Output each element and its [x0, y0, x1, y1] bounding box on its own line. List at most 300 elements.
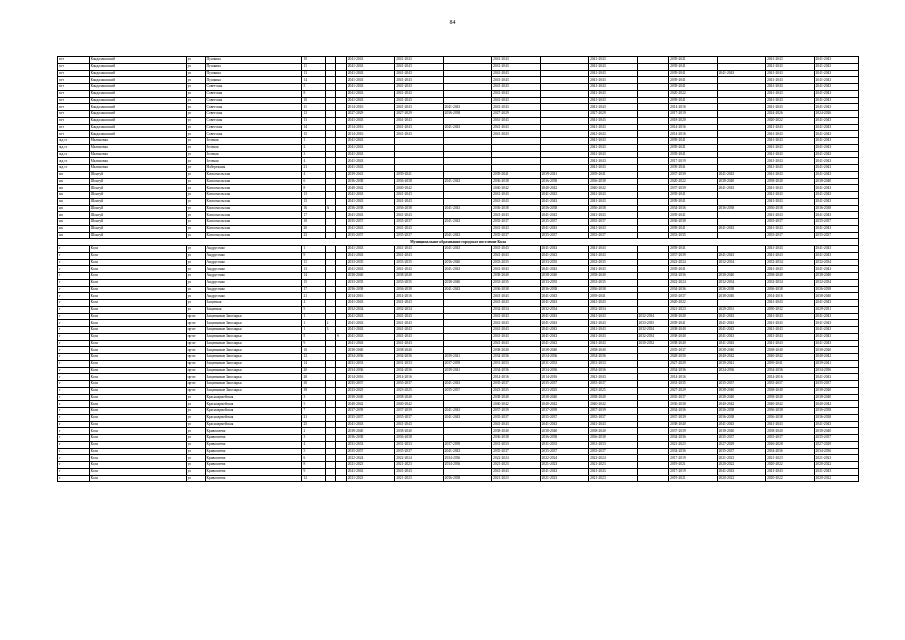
table-row — [58, 151, 859, 158]
table-cell: 2032-2034 — [766, 259, 814, 266]
table-cell: 2040-2042 — [589, 185, 637, 192]
table-cell: Шонгуй — [89, 178, 186, 185]
table-cell: 2034-2036 — [669, 286, 717, 293]
table-cell: 2041-2043 — [492, 252, 540, 259]
table-cell — [637, 111, 669, 118]
table-cell: 7 — [302, 408, 325, 415]
table-cell: 8 — [302, 90, 325, 97]
table-cell: 2022-2024 — [346, 455, 394, 462]
table-cell: 8 — [302, 462, 325, 469]
table-cell: 3 — [302, 151, 325, 158]
table-row — [58, 70, 859, 77]
table-cell: г — [58, 414, 90, 421]
table-cell: Малиновка — [89, 158, 186, 165]
table-cell: 5 — [302, 448, 325, 455]
table-cell: г — [58, 421, 90, 428]
table-cell: 2041-2043 — [766, 327, 814, 334]
table-cell: Кола — [89, 340, 186, 347]
table-cell: 2039-2041 — [669, 320, 717, 327]
table-cell: 2041-2043 — [492, 90, 540, 97]
table-cell: 2032-2034 — [814, 259, 858, 266]
table-cell — [336, 327, 347, 334]
table-cell — [717, 111, 765, 118]
table-cell — [637, 441, 669, 448]
table-cell: 2033-2035 — [637, 320, 669, 327]
table-row — [58, 374, 859, 381]
table-cell: 2041-2043 — [589, 212, 637, 219]
table-cell: 2036-2038 — [766, 205, 814, 212]
table-cell: 2041-2043 — [395, 421, 443, 428]
table-cell — [336, 408, 347, 415]
table-cell: ул — [186, 306, 205, 313]
table-cell: 2041-2043 — [395, 468, 443, 475]
table-cell: 2035-2037 — [492, 414, 540, 421]
table-cell: 2038-2040 — [492, 347, 540, 354]
table-cell: 2041-2043 — [717, 333, 765, 340]
table-cell: г — [58, 448, 90, 455]
table-cell: 2018-2020 — [669, 117, 717, 124]
table-cell: 2041-2043 — [589, 421, 637, 428]
table-cell — [492, 165, 540, 172]
table-cell — [637, 63, 669, 70]
table-cell: Комсомольская — [205, 232, 302, 239]
table-cell: 14 — [302, 360, 325, 367]
table-cell — [717, 138, 765, 145]
table-cell: 2041-2043 — [814, 313, 858, 320]
table-row — [58, 394, 859, 401]
table-cell: 2041-2043 — [492, 63, 540, 70]
table-cell — [325, 138, 336, 145]
table-cell — [637, 293, 669, 300]
table-cell: 2039-2041 — [492, 171, 540, 178]
table-cell: 2021-2023 — [492, 462, 540, 469]
table-row — [58, 421, 859, 428]
table-cell: пр-кт — [186, 333, 205, 340]
table-cell: Защитная — [205, 300, 302, 307]
table-cell — [540, 144, 588, 151]
table-cell: г — [58, 320, 90, 327]
table-cell: 2036-2038 — [589, 178, 637, 185]
table-cell: 2035-2037 — [766, 381, 814, 388]
table-cell: 2034-2036 — [443, 455, 491, 462]
table-cell: 2033-2035 — [589, 259, 637, 266]
table-cell: 20 — [302, 367, 325, 374]
table-cell — [336, 381, 347, 388]
table-cell: 2041-2043 — [589, 300, 637, 307]
table-cell: Шонгуй — [89, 219, 186, 226]
table-row — [58, 347, 859, 354]
table-cell: Андрусенко — [205, 273, 302, 280]
table-cell: 2039-2041 — [443, 367, 491, 374]
table-cell: ул — [186, 171, 205, 178]
table-cell — [540, 57, 588, 64]
table-cell: 12 — [302, 475, 325, 482]
table-cell — [443, 158, 491, 165]
table-cell — [540, 90, 588, 97]
table-cell: г — [58, 279, 90, 286]
table-cell: 2041-2043 — [492, 97, 540, 104]
table-cell: 3 — [302, 435, 325, 442]
table-cell: Кандалакшский — [89, 77, 186, 84]
table-cell: ул — [186, 279, 205, 286]
table-cell: 2014-2016 — [395, 293, 443, 300]
table-cell: 2041-2043 — [589, 138, 637, 145]
table-cell — [325, 212, 336, 219]
table-cell: 2027-2029 — [669, 387, 717, 394]
table-cell — [443, 70, 491, 77]
table-cell: 2020-2022 — [766, 475, 814, 482]
table-row — [58, 354, 859, 361]
table-cell: 2041-2043 — [814, 84, 858, 91]
table-row — [58, 57, 859, 64]
table-cell: Зеленая — [205, 151, 302, 158]
table-cell: 2038-2040 — [814, 387, 858, 394]
table-cell: 2036-2038 — [814, 414, 858, 421]
table-cell: Комсомольская — [205, 185, 302, 192]
table-cell: ул — [186, 117, 205, 124]
table-cell: 2033-2035 — [669, 232, 717, 239]
table-cell: 21 — [302, 165, 325, 172]
table-cell: Кола — [89, 428, 186, 435]
table-cell — [540, 111, 588, 118]
table-cell: 4 — [302, 300, 325, 307]
table-cell: 2041-2043 — [766, 158, 814, 165]
table-cell: 2041-2043 — [395, 246, 443, 253]
table-cell: 2039-2041 — [669, 192, 717, 199]
table-cell: 2035-2037 — [589, 448, 637, 455]
table-cell: 2038-2040 — [669, 313, 717, 320]
table-cell: 2034-2036 — [766, 448, 814, 455]
table-cell: Шонгуй — [89, 212, 186, 219]
table-cell: Андрусенко — [205, 252, 302, 259]
table-cell: 2041-2043 — [346, 266, 394, 273]
table-cell: 2038-2040 — [669, 327, 717, 334]
table-cell — [637, 77, 669, 84]
table-cell: 2038-2040 — [540, 394, 588, 401]
table-row — [58, 327, 859, 334]
table-cell: 2041-2043 — [346, 212, 394, 219]
table-cell: 2041-2043 — [346, 225, 394, 232]
table-cell — [717, 165, 765, 172]
table-row — [58, 441, 859, 448]
table-cell: ул — [186, 185, 205, 192]
table-cell: 2041-2043 — [540, 313, 588, 320]
table-cell — [717, 84, 765, 91]
table-cell: 2036-2038 — [346, 286, 394, 293]
table-cell — [443, 90, 491, 97]
table-cell: 2041-2043 — [395, 340, 443, 347]
table-cell — [637, 144, 669, 151]
table-cell: 2035-2037 — [346, 448, 394, 455]
table-cell: 2031-2033 — [540, 360, 588, 367]
table-cell: Комсомольская — [205, 212, 302, 219]
table-cell: 2041-2043 — [395, 333, 443, 340]
table-cell — [540, 97, 588, 104]
table-cell — [395, 165, 443, 172]
table-cell: 2034-2036 — [492, 367, 540, 374]
table-cell — [540, 117, 588, 124]
table-cell: 2020-2022 — [669, 300, 717, 307]
table-cell — [637, 259, 669, 266]
table-cell — [325, 252, 336, 259]
table-cell — [443, 84, 491, 91]
table-cell: 2021-2023 — [540, 475, 588, 482]
table-cell — [325, 266, 336, 273]
table-cell: ул — [186, 300, 205, 307]
table-cell: Малиновка — [89, 165, 186, 172]
table-cell: 2041-2043 — [766, 138, 814, 145]
table-cell: 2041-2043 — [492, 77, 540, 84]
table-cell: 2041-2043 — [395, 192, 443, 199]
table-cell — [336, 144, 347, 151]
table-cell: 6 — [302, 178, 325, 185]
table-cell: 2034-2036 — [395, 367, 443, 374]
table-cell — [325, 70, 336, 77]
table-cell: Советская — [205, 124, 302, 131]
table-cell: нп — [58, 178, 90, 185]
table-cell: Защитников Заполярья — [205, 320, 302, 327]
table-cell: 2040-2042 — [766, 354, 814, 361]
table-cell: 2041-2043 — [717, 421, 765, 428]
table-cell: 2032-2034 — [717, 259, 765, 266]
table-cell: 2039-2041 — [669, 151, 717, 158]
table-cell: 2038-2040 — [540, 273, 588, 280]
table-cell: 2020-2022 — [717, 462, 765, 469]
table-cell: ул — [186, 246, 205, 253]
table-cell: Кола — [89, 286, 186, 293]
table-cell — [443, 63, 491, 70]
table-cell: ул — [186, 232, 205, 239]
table-cell: 2041-2043 — [717, 185, 765, 192]
table-cell: 2041-2043 — [589, 57, 637, 64]
table-cell: 2038-2040 — [540, 428, 588, 435]
table-cell — [325, 293, 336, 300]
table-cell — [717, 192, 765, 199]
table-cell: 2041-2043 — [766, 198, 814, 205]
table-cell — [443, 333, 491, 340]
table-cell: 2037-2039 — [395, 408, 443, 415]
table-cell: Кола — [89, 246, 186, 253]
table-cell — [717, 104, 765, 111]
table-row — [58, 340, 859, 347]
table-row — [58, 90, 859, 97]
table-cell: 2041-2043 — [766, 165, 814, 172]
table-row — [58, 333, 859, 340]
table-cell: 2041-2043 — [443, 408, 491, 415]
table-cell: 2041-2043 — [766, 212, 814, 219]
table-cell: Кола — [89, 266, 186, 273]
table-cell — [336, 124, 347, 131]
table-cell: ул — [186, 138, 205, 145]
table-cell — [637, 124, 669, 131]
table-cell: ул — [186, 273, 205, 280]
table-row — [58, 320, 859, 327]
table-cell: 2041-2043 — [443, 448, 491, 455]
table-cell: 2041-2043 — [346, 300, 394, 307]
table-cell: 2035-2037 — [492, 381, 540, 388]
table-cell: Пушкина — [205, 77, 302, 84]
table-cell: 2036-2038 — [589, 286, 637, 293]
table-row — [58, 252, 859, 259]
table-cell: 2040-2042 — [540, 185, 588, 192]
table-cell — [443, 293, 491, 300]
table-cell: 2022-2024 — [589, 455, 637, 462]
table-cell: 2041-2043 — [814, 63, 858, 70]
table-cell — [637, 90, 669, 97]
table-cell — [336, 205, 347, 212]
table-cell: г — [58, 286, 90, 293]
table-cell: 2017-2019 — [669, 455, 717, 462]
table-cell: 2034-2036 — [669, 448, 717, 455]
table-cell: 2035-2037 — [814, 381, 858, 388]
table-cell: 2041-2043 — [814, 97, 858, 104]
table-cell: 2041-2043 — [814, 131, 858, 138]
table-cell: 2041-2043 — [814, 198, 858, 205]
table-cell: 2038-2040 — [814, 293, 858, 300]
table-cell: 2041-2043 — [492, 104, 540, 111]
table-cell: 2038-2040 — [766, 347, 814, 354]
table-cell: 2041-2043 — [589, 340, 637, 347]
table-cell: г — [58, 394, 90, 401]
table-cell: 3 — [325, 327, 336, 334]
table-cell: г — [58, 408, 90, 415]
table-cell: 2038-2040 — [814, 273, 858, 280]
table-cell: 2041-2043 — [443, 205, 491, 212]
table-cell: 2040-2042 — [814, 354, 858, 361]
table-cell: 2036-2038 — [766, 286, 814, 293]
table-cell: г — [58, 313, 90, 320]
table-cell: 2041-2043 — [540, 198, 588, 205]
table-cell: Малиновка — [89, 138, 186, 145]
table-cell: 2034-2036 — [540, 354, 588, 361]
table-cell: 2041-2043 — [766, 124, 814, 131]
table-cell: 2036-2038 — [540, 435, 588, 442]
table-cell: г — [58, 306, 90, 313]
table-cell — [637, 266, 669, 273]
table-cell: 2033-2035 — [346, 279, 394, 286]
table-cell: 14 — [302, 124, 325, 131]
table-cell: 2038-2040 — [346, 428, 394, 435]
table-cell: 2033-2035 — [540, 259, 588, 266]
table-cell: 2041-2043 — [492, 327, 540, 334]
table-cell: 2041-2043 — [395, 90, 443, 97]
table-cell: г — [58, 441, 90, 448]
table-cell — [336, 158, 347, 165]
table-cell — [325, 306, 336, 313]
table-cell: Советская — [205, 131, 302, 138]
table-cell — [325, 428, 336, 435]
table-cell: 2019-2021 — [669, 462, 717, 469]
table-cell: г — [58, 354, 90, 361]
table-cell: 2022-2024 — [669, 279, 717, 286]
table-cell: 2014-2016 — [669, 374, 717, 381]
table-cell — [637, 401, 669, 408]
table-cell: 2027-2029 — [669, 360, 717, 367]
table-cell — [325, 455, 336, 462]
table-cell: 2040-2042 — [346, 185, 394, 192]
table-cell — [637, 151, 669, 158]
table-cell: ул — [186, 462, 205, 469]
table-cell: Андрусенко — [205, 286, 302, 293]
table-cell: 2041-2043 — [492, 340, 540, 347]
table-cell — [540, 63, 588, 70]
table-cell: 2036-2038 — [669, 219, 717, 226]
table-cell: 2014-2016 — [540, 374, 588, 381]
table-cell: пгт — [58, 97, 90, 104]
table-cell: ул — [186, 441, 205, 448]
table-cell: 2041-2043 — [346, 246, 394, 253]
table-cell: пр-кт — [186, 327, 205, 334]
table-cell: 2033-2035 — [395, 279, 443, 286]
table-cell: 2035-2037 — [766, 435, 814, 442]
table-cell: 30 — [302, 381, 325, 388]
table-cell: ул — [186, 435, 205, 442]
table-cell: 2040-2042 — [540, 401, 588, 408]
table-cell: 2041-2043 — [766, 421, 814, 428]
table-cell: 2020-2022 — [717, 475, 765, 482]
table-cell: 2041-2043 — [540, 252, 588, 259]
table-cell: 2033-2035 — [346, 259, 394, 266]
table-cell: 2032-2034 — [589, 306, 637, 313]
table-cell: 13 — [302, 117, 325, 124]
table-cell: 2037-2039 — [669, 414, 717, 421]
table-cell: г — [58, 259, 90, 266]
table-cell — [325, 273, 336, 280]
table-cell: ул — [186, 178, 205, 185]
table-cell: 2041-2043 — [492, 70, 540, 77]
table-cell: г — [58, 374, 90, 381]
table-cell: 2041-2043 — [814, 225, 858, 232]
table-row — [58, 185, 859, 192]
table-cell: 2041-2043 — [766, 104, 814, 111]
table-cell — [325, 360, 336, 367]
table-cell — [637, 165, 669, 172]
table-cell — [717, 151, 765, 158]
table-cell: ул — [186, 293, 205, 300]
table-cell — [325, 340, 336, 347]
table-cell: 2038-2040 — [346, 394, 394, 401]
table-cell: 5 — [302, 401, 325, 408]
table-cell: 2041-2043 — [540, 212, 588, 219]
table-cell: 2032-2034 — [637, 333, 669, 340]
table-row — [58, 144, 859, 151]
table-cell: Кола — [89, 327, 186, 334]
table-cell: 2029-2031 — [814, 306, 858, 313]
table-cell: нп — [58, 219, 90, 226]
table-cell: 5 — [302, 333, 325, 340]
table-cell — [637, 408, 669, 415]
table-cell — [540, 151, 588, 158]
table-cell: 2035-2037 — [395, 232, 443, 239]
table-cell: 2031-2033 — [589, 360, 637, 367]
table-cell: 1 — [302, 327, 325, 334]
table-cell: Пушкина — [205, 57, 302, 64]
table-cell: Советская — [205, 97, 302, 104]
table-cell: 2041-2043 — [443, 246, 491, 253]
table-cell — [336, 414, 347, 421]
table-cell — [717, 198, 765, 205]
table-cell: 2041-2043 — [589, 77, 637, 84]
table-cell: 2041-2043 — [589, 104, 637, 111]
table-cell: 2023-2025 — [589, 387, 637, 394]
table-cell — [443, 117, 491, 124]
table-cell: 2033-2035 — [669, 381, 717, 388]
table-cell: 2032-2034 — [637, 313, 669, 320]
table-row — [58, 232, 859, 239]
table-cell: нп — [58, 205, 90, 212]
table-cell: 2039-2041 — [669, 138, 717, 145]
table-cell: 2036-2038 — [717, 408, 765, 415]
